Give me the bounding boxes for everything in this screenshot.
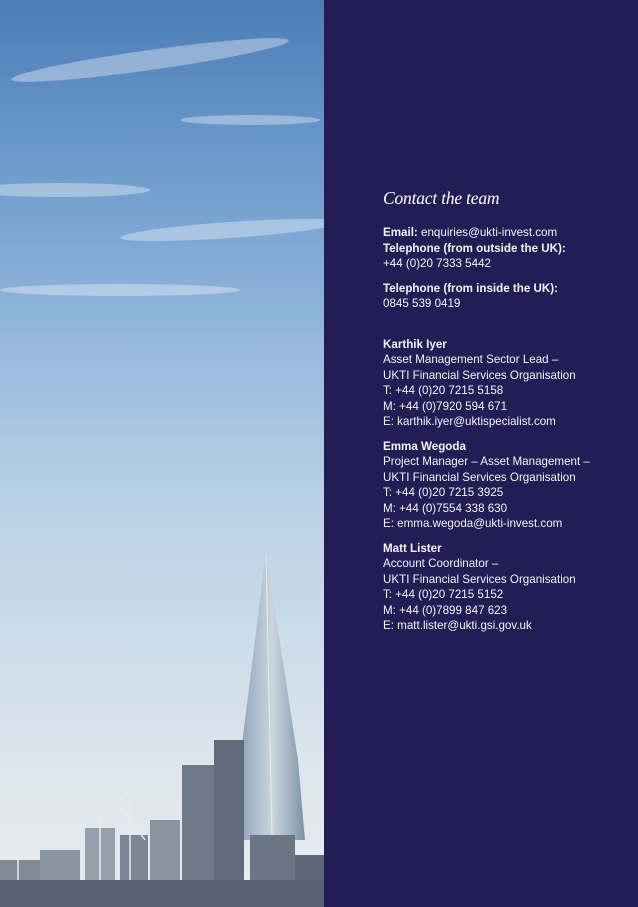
contact-panel — [324, 0, 638, 907]
contact-heading: Contact the team — [383, 188, 500, 208]
email-value[interactable]: enquiries@ukti-invest.com — [421, 226, 558, 239]
email-label: Email: — [383, 226, 418, 239]
tel-outside-label: Telephone (from outside the UK): — [383, 241, 566, 255]
person-name: Karthik Iyer — [383, 337, 447, 351]
person-mobile[interactable]: M: +44 (0)7899 847 623 — [383, 603, 508, 617]
person-name: Emma Wegoda — [383, 439, 466, 453]
person-email[interactable]: E: emma.wegoda@ukti-invest.com — [383, 517, 563, 530]
person-role: Asset Management Sector Lead – — [383, 353, 559, 366]
contact-person — [383, 541, 633, 634]
person-role: Account Coordinator – — [383, 557, 499, 570]
tel-inside-value[interactable]: 0845 539 0419 — [383, 297, 461, 310]
person-email[interactable]: E: matt.lister@ukti.gsi.gov.uk — [383, 619, 532, 632]
contact-person — [383, 439, 633, 532]
person-organisation: UKTI Financial Services Organisation — [383, 470, 576, 484]
person-mobile[interactable]: M: +44 (0)7920 594 671 — [383, 399, 508, 413]
person-organisation: UKTI Financial Services Organisation — [383, 368, 576, 382]
contact-person — [383, 337, 633, 430]
person-email[interactable]: E: karthik.iyer@uktispecialist.com — [383, 415, 556, 428]
tel-inside-label: Telephone (from inside the UK): — [383, 281, 558, 295]
general-email-line — [383, 225, 633, 241]
person-role: Project Manager – Asset Management – — [383, 455, 590, 468]
person-name: Matt Lister — [383, 541, 442, 555]
person-telephone[interactable]: T: +44 (0)20 7215 3925 — [383, 486, 504, 499]
person-telephone[interactable]: T: +44 (0)20 7215 5152 — [383, 588, 504, 601]
person-organisation: UKTI Financial Services Organisation — [383, 572, 576, 586]
tel-outside-value[interactable]: +44 (0)20 7333 5442 — [383, 257, 491, 270]
contact-content — [383, 188, 633, 634]
person-mobile[interactable]: M: +44 (0)7554 338 630 — [383, 501, 508, 515]
person-telephone[interactable]: T: +44 (0)20 7215 5158 — [383, 384, 504, 397]
